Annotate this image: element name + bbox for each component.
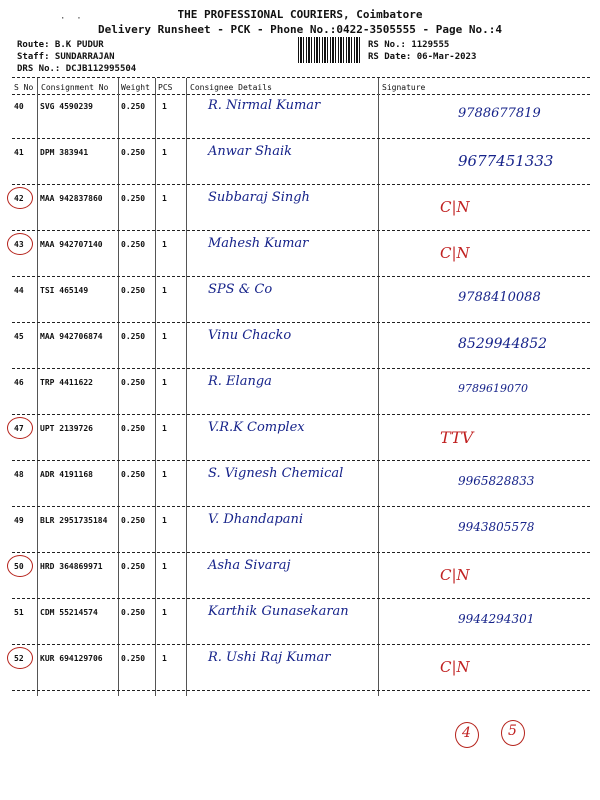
row-pcs: 1: [162, 654, 167, 663]
row-consignment-no: TSI 465149: [40, 286, 89, 295]
runsheet-subtitle: Delivery Runsheet - PCK - Phone No.:0422-3505555 - Page No.:4: [98, 23, 502, 36]
row-consignee-handwritten: Asha Sivaraj: [208, 558, 291, 573]
row-signature-handwritten: 9788677819: [458, 106, 541, 121]
row-consignment-no: SVG 4590239: [40, 102, 93, 111]
row-weight: 0.250: [121, 470, 146, 479]
row-consignee-handwritten: V.R.K Complex: [208, 420, 305, 435]
rs-number: RS No.: 1129555: [368, 40, 450, 50]
row-consignee-handwritten: Karthik Gunasekaran: [208, 604, 349, 619]
row-pcs: 1: [162, 332, 167, 341]
row-sno: 51: [14, 608, 24, 617]
row-sno: 47: [14, 424, 24, 433]
row-consignment-no: CDM 55214574: [40, 608, 98, 617]
row-signature-handwritten: C|N: [440, 244, 470, 262]
row-circle-mark: [7, 417, 33, 439]
col-header-consignee: Consignee Details: [190, 83, 272, 92]
row-weight: 0.250: [121, 654, 146, 663]
row-consignment-no: MAA 942837860: [40, 194, 103, 203]
row-consignee-handwritten: S. Vignesh Chemical: [208, 466, 344, 481]
row-weight: 0.250: [121, 608, 146, 617]
row-sno: 48: [14, 470, 24, 479]
row-weight: 0.250: [121, 102, 146, 111]
row-signature-handwritten: C|N: [440, 198, 470, 216]
row-pcs: 1: [162, 562, 167, 571]
row-signature-handwritten: C|N: [440, 658, 470, 676]
row-sno: 46: [14, 378, 24, 387]
row-separator: [12, 690, 590, 691]
row-pcs: 1: [162, 516, 167, 525]
row-pcs: 1: [162, 286, 167, 295]
row-consignee-handwritten: Mahesh Kumar: [208, 236, 309, 251]
row-pcs: 1: [162, 102, 167, 111]
row-weight: 0.250: [121, 148, 146, 157]
rs-date: RS Date: 06-Mar-2023: [368, 52, 477, 62]
row-consignee-handwritten: Vinu Chacko: [208, 328, 292, 343]
row-signature-handwritten: 9944294301: [458, 612, 535, 626]
row-separator: [12, 138, 590, 139]
footer-mark: 5: [508, 723, 517, 739]
row-sno: 45: [14, 332, 24, 341]
col-header-consignment: Consignment No: [41, 83, 109, 92]
column-divider: [118, 78, 119, 696]
footer-mark: 4: [462, 725, 471, 741]
row-consignee-handwritten: V. Dhandapani: [208, 512, 303, 527]
row-sno: 52: [14, 654, 24, 663]
row-signature-handwritten: 9788410088: [458, 290, 541, 305]
row-consignment-no: KUR 694129706: [40, 654, 103, 663]
row-consignment-no: TRP 4411622: [40, 378, 93, 387]
row-sno: 41: [14, 148, 24, 157]
column-divider: [378, 78, 379, 696]
row-weight: 0.250: [121, 332, 146, 341]
row-weight: 0.250: [121, 562, 146, 571]
row-consignment-no: ADR 4191168: [40, 470, 93, 479]
row-circle-mark: [7, 555, 33, 577]
row-sno: 40: [14, 102, 24, 111]
row-sno: 49: [14, 516, 24, 525]
column-divider: [155, 78, 156, 696]
col-header-sno: S No: [14, 83, 34, 92]
row-weight: 0.250: [121, 516, 146, 525]
row-weight: 0.250: [121, 240, 146, 249]
company-title: THE PROFESSIONAL COURIERS, Coimbatore: [177, 8, 423, 21]
row-circle-mark: [7, 233, 33, 255]
row-separator: [12, 230, 590, 231]
table-top-rule: [12, 77, 590, 78]
row-separator: [12, 644, 590, 645]
header-rule: [12, 94, 590, 95]
row-separator: [12, 184, 590, 185]
row-pcs: 1: [162, 424, 167, 433]
row-consignment-no: MAA 942707140: [40, 240, 103, 249]
row-weight: 0.250: [121, 194, 146, 203]
column-divider: [186, 78, 187, 696]
row-consignment-no: UPT 2139726: [40, 424, 93, 433]
row-separator: [12, 460, 590, 461]
row-separator: [12, 414, 590, 415]
row-signature-handwritten: C|N: [440, 566, 470, 584]
row-signature-handwritten: 9965828833: [458, 474, 535, 488]
drs-number: DRS No.: DCJB112995504: [17, 64, 137, 74]
row-circle-mark: [7, 187, 33, 209]
row-pcs: 1: [162, 194, 167, 203]
row-signature-handwritten: 8529944852: [458, 336, 548, 352]
row-separator: [12, 322, 590, 323]
row-consignee-handwritten: R. Ushi Raj Kumar: [208, 650, 331, 665]
row-sno: 43: [14, 240, 24, 249]
row-consignment-no: MAA 942706874: [40, 332, 103, 341]
col-header-signature: Signature: [382, 83, 426, 92]
row-weight: 0.250: [121, 424, 146, 433]
row-consignment-no: BLR 2951735184: [40, 516, 108, 525]
col-header-pcs: PCS: [158, 83, 173, 92]
barcode: [298, 37, 360, 63]
row-consignment-no: DPM 383941: [40, 148, 89, 157]
row-pcs: 1: [162, 378, 167, 387]
row-pcs: 1: [162, 470, 167, 479]
scan-specks: · ·: [60, 14, 82, 24]
row-consignee-handwritten: Subbaraj Singh: [208, 190, 310, 205]
row-separator: [12, 598, 590, 599]
column-divider: [37, 78, 38, 696]
row-consignee-handwritten: R. Nirmal Kumar: [208, 98, 321, 113]
row-separator: [12, 368, 590, 369]
row-consignee-handwritten: R. Elanga: [208, 374, 272, 389]
staff-label: Staff: SUNDARRAJAN: [17, 52, 115, 62]
row-circle-mark: [7, 647, 33, 669]
row-sno: 42: [14, 194, 24, 203]
row-signature-handwritten: 9789619070: [458, 382, 528, 395]
row-pcs: 1: [162, 148, 167, 157]
row-consignee-handwritten: Anwar Shaik: [208, 144, 293, 159]
row-weight: 0.250: [121, 286, 146, 295]
row-pcs: 1: [162, 608, 167, 617]
row-weight: 0.250: [121, 378, 146, 387]
route-label: Route: B.K PUDUR: [17, 40, 104, 50]
row-sno: 44: [14, 286, 24, 295]
row-signature-handwritten: 9943805578: [458, 520, 535, 534]
row-separator: [12, 506, 590, 507]
row-signature-handwritten: 9677451333: [458, 152, 554, 170]
row-consignment-no: HRD 364869971: [40, 562, 103, 571]
col-header-weight: Weight: [121, 83, 150, 92]
row-sno: 50: [14, 562, 24, 571]
row-pcs: 1: [162, 240, 167, 249]
row-signature-handwritten: TTV: [440, 428, 474, 447]
row-separator: [12, 276, 590, 277]
row-consignee-handwritten: SPS & Co: [208, 282, 273, 297]
row-separator: [12, 552, 590, 553]
